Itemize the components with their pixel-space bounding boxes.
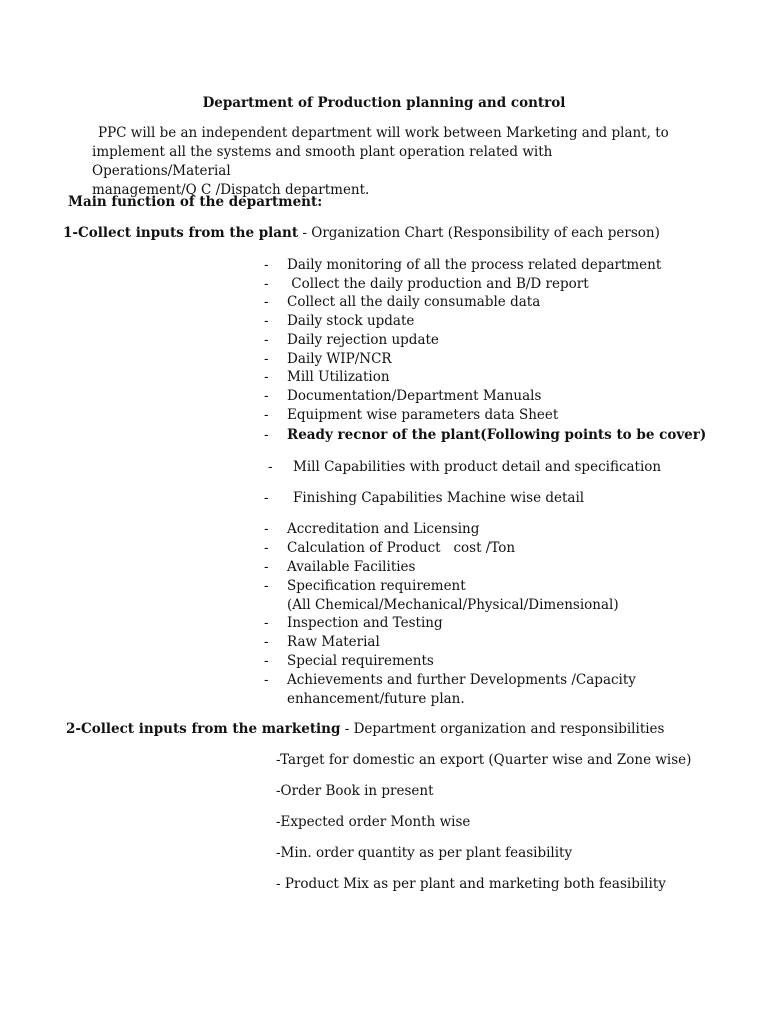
- list-item: -Min. order quantity as per plant feasibility: [276, 845, 573, 861]
- section1-heading: [63, 224, 660, 243]
- intro-line: management/Q C /Dispatch department.: [92, 182, 370, 198]
- section2-heading-rest: - Department organization and responsibilities: [340, 721, 665, 737]
- list-item: -Expected order Month wise: [276, 814, 471, 830]
- list-item: - Product Mix as per plant and marketing both feasibility: [276, 876, 666, 892]
- section1-heading-rest: - Organization Chart (Responsibility of each person): [298, 225, 660, 241]
- section2-heading-bold: 2-Collect inputs from the marketing: [66, 721, 341, 737]
- section1-heading-bold: 1-Collect inputs from the plant: [63, 225, 299, 241]
- list-item: -Target for domestic an export (Quarter wise and Zone wise): [276, 752, 692, 768]
- page-title: Department of Production planning and control: [202, 95, 566, 111]
- intro-paragraph: [92, 124, 692, 200]
- section2-heading: [66, 720, 664, 739]
- intro-line: implement all the systems and smooth plant operation related with Operations/Material: [92, 144, 553, 179]
- main-function-heading: Main function of the department:: [68, 194, 323, 210]
- list-item: -Order Book in present: [276, 783, 434, 799]
- intro-line: PPC will be an independent department will work between Marketing and plant, to: [98, 125, 669, 141]
